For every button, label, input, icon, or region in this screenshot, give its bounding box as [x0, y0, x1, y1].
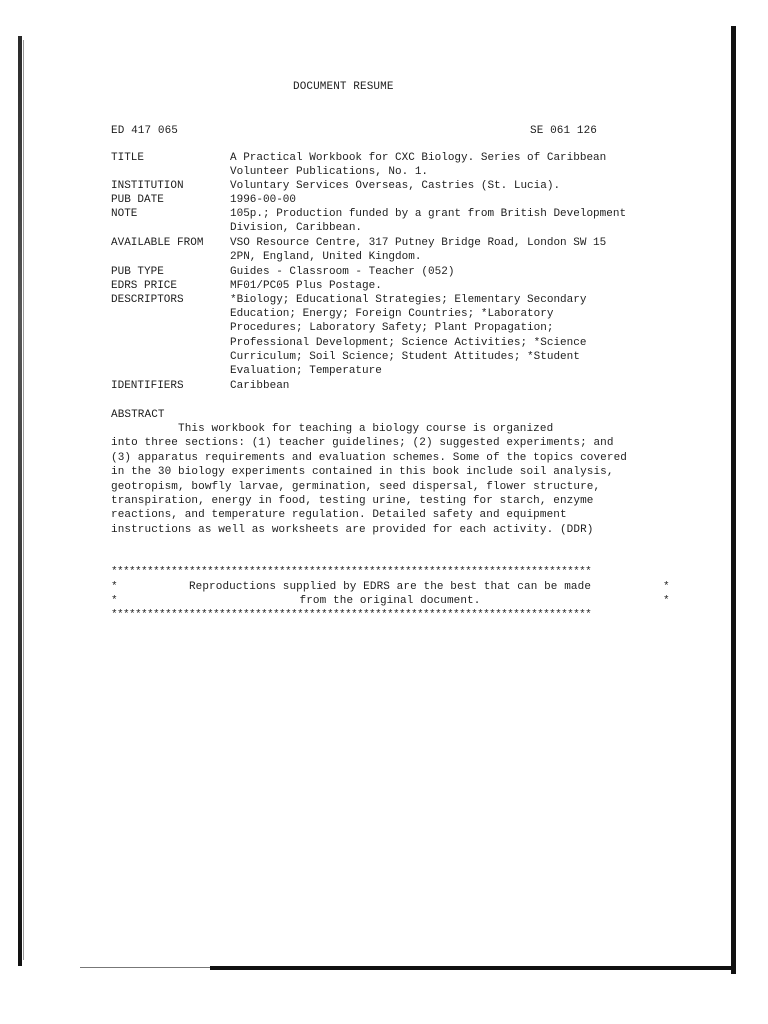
field-value-note-1: 105p.; Production funded by a grant from British Development	[230, 208, 627, 220]
scan-edge-bottom-thin	[80, 967, 210, 968]
field-label-pub-date: PUB DATE	[111, 194, 164, 206]
ed-number: ED 417 065	[111, 125, 179, 137]
field-value-pub-date: 1996-00-00	[230, 194, 297, 206]
star-border-right: *	[663, 581, 670, 593]
abstract-line: This workbook for teaching a biology course is organized	[111, 423, 554, 435]
scan-edge-left	[18, 36, 22, 966]
field-value-available-from-2: 2PN, England, United Kingdom.	[230, 251, 422, 263]
abstract-line: reactions, and temperature regulation. Detailed safety and equipment	[111, 509, 567, 521]
field-value-descriptors-6: Evaluation; Temperature	[230, 365, 382, 377]
field-label-edrs-price: EDRS PRICE	[111, 280, 178, 292]
abstract-line: into three sections: (1) teacher guidelines; (2) suggested experiments; and	[111, 437, 614, 449]
field-value-descriptors-1: *Biology; Educational Strategies; Elementary Secondary	[230, 294, 587, 306]
field-value-institution: Voluntary Services Overseas, Castries (St. Lucia).	[230, 180, 561, 192]
field-label-title: TITLE	[111, 152, 145, 164]
field-value-identifiers: Caribbean	[230, 380, 290, 392]
abstract-line: instructions as well as worksheets are provided for each activity. (DDR)	[111, 524, 594, 536]
star-border-right: *	[663, 595, 670, 607]
field-value-descriptors-5: Curriculum; Soil Science; Student Attitudes; *Student	[230, 351, 580, 363]
star-border-bottom: ********************************************************************************	[111, 609, 592, 621]
document-heading: DOCUMENT RESUME	[293, 81, 394, 93]
scan-edge-left-ghost	[23, 40, 24, 960]
field-value-note-2: Division, Caribbean.	[230, 222, 363, 234]
field-value-descriptors-3: Procedures; Laboratory Safety; Plant Propagation;	[230, 322, 554, 334]
abstract-line: (3) apparatus requirements and evaluation schemes. Some of the topics covered	[111, 452, 627, 464]
field-label-available-from: AVAILABLE FROM	[111, 237, 204, 249]
star-border-top: ********************************************************************************	[111, 566, 592, 578]
field-value-title-1: A Practical Workbook for CXC Biology. Series of Caribbean	[230, 152, 607, 164]
field-label-note: NOTE	[111, 208, 138, 220]
se-number: SE 061 126	[530, 125, 598, 137]
field-label-identifiers: IDENTIFIERS	[111, 380, 184, 392]
field-label-descriptors: DESCRIPTORS	[111, 294, 184, 306]
reproduction-notice-line-2: from the original document.	[299, 595, 481, 607]
field-value-available-from-1: VSO Resource Centre, 317 Putney Bridge Road, London SW 15	[230, 237, 607, 249]
scan-edge-right	[731, 26, 736, 974]
field-value-edrs-price: MF01/PC05 Plus Postage.	[230, 280, 382, 292]
field-label-institution: INSTITUTION	[111, 180, 184, 192]
field-value-descriptors-2: Education; Energy; Foreign Countries; *Laboratory	[230, 308, 554, 320]
abstract-line: in the 30 biology experiments contained in this book include soil analysis,	[111, 466, 614, 478]
star-border-left: *	[111, 595, 118, 607]
abstract-line: transpiration, energy in food, testing urine, testing for starch, enzyme	[111, 495, 594, 507]
star-border-left: *	[111, 581, 118, 593]
field-label-pub-type: PUB TYPE	[111, 266, 164, 278]
scan-edge-bottom	[210, 966, 736, 970]
reproduction-notice-line-1: Reproductions supplied by EDRS are the best that can be made	[188, 581, 592, 593]
abstract-line: geotropism, bowfly larvae, germination, seed dispersal, flower structure,	[111, 481, 601, 493]
field-value-title-2: Volunteer Publications, No. 1.	[230, 166, 429, 178]
abstract-label: ABSTRACT	[111, 409, 165, 421]
field-value-descriptors-4: Professional Development; Science Activities; *Science	[230, 337, 587, 349]
field-value-pub-type: Guides - Classroom - Teacher (052)	[230, 266, 455, 278]
